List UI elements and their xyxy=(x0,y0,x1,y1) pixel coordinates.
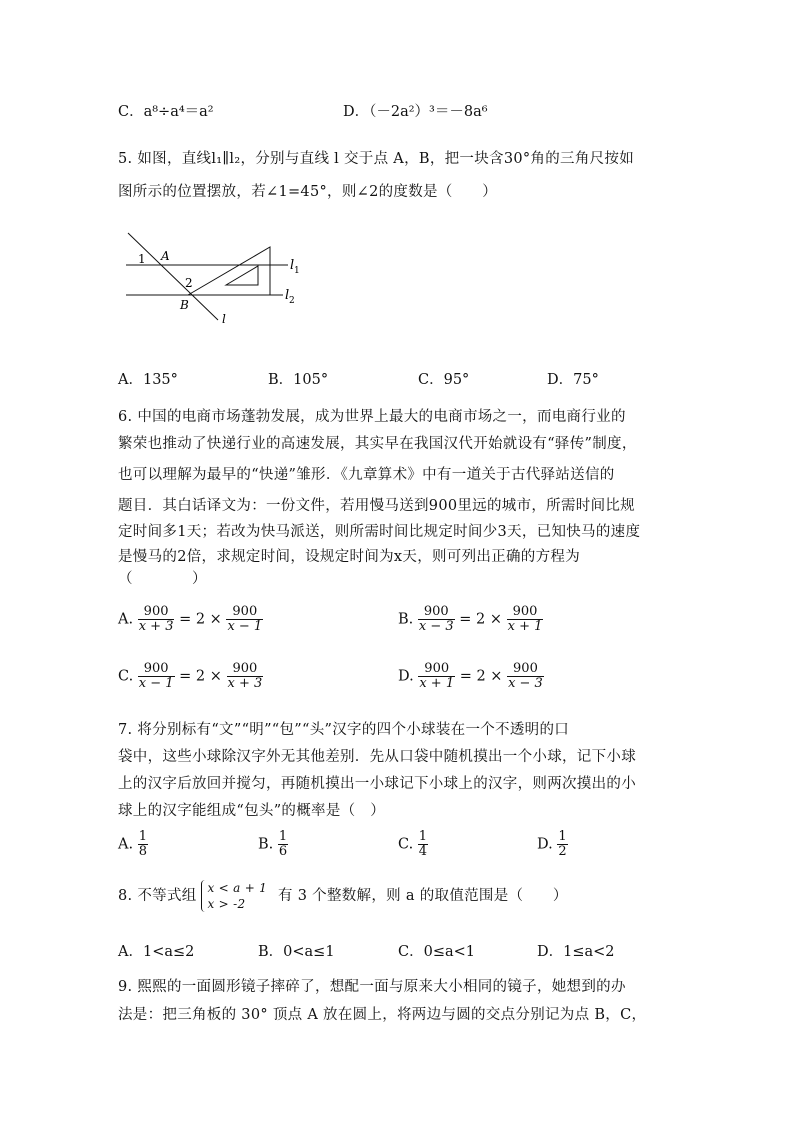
q6-option-b xyxy=(398,605,543,634)
label-l: l xyxy=(222,312,226,326)
label-B: B xyxy=(180,298,189,312)
label-A: A xyxy=(161,249,170,263)
equals-times: = 2 × xyxy=(179,611,222,628)
q7-stem-line4: 球上的汉字能组成“包头”的概率是（ ） xyxy=(118,803,386,819)
q8-option-c: C．0≤a<1 xyxy=(398,944,475,960)
option-label: A. xyxy=(118,611,134,628)
q5-stem-line1: 5. 如图，直线l₁∥l₂，分别与直线 l 交于点 A，B，把一块含30°角的三角尺按如 xyxy=(118,151,635,167)
q7-stem-line3: 上的汉字后放回并搅匀，再随机摸出一小球记下小球上的汉字，则两次摸出的小 xyxy=(118,776,636,792)
fraction-left: $\frac{900}{x - 1}$ xyxy=(138,661,174,691)
q6-stem-line1: 6. 中国的电商市场蓬勃发展，成为世界上最大的电商市场之一，而电商行业的 xyxy=(118,409,626,425)
label-l1-sub: 1 xyxy=(294,266,300,276)
label-l2: l xyxy=(285,288,290,303)
triangle-ruler-inner xyxy=(226,266,258,285)
q9-stem-line1: 9. 熙熙的一面圆形镜子摔碎了，想配一面与原来大小相同的镜子，她想到的办 xyxy=(118,979,626,995)
option-label: A. xyxy=(118,836,134,853)
q6-stem-line4: 题目．其白话译文为：一份文件，若用慢马送到900里远的城市，所需时间比规 xyxy=(118,498,635,514)
option-label: D. xyxy=(537,836,553,853)
q4-option-d: D．（－2a²）³＝－8a⁶ xyxy=(343,104,488,120)
fraction-right: $\frac{900}{x - 1}$ xyxy=(227,604,263,634)
q5-option-d: D．75° xyxy=(547,372,599,388)
label-l2-sub: 2 xyxy=(289,296,295,306)
q7-option-a xyxy=(118,830,148,859)
q8-suffix: 有 3 个整数解，则 a 的取值范围是（ ） xyxy=(278,888,568,904)
equals-times: = 2 × xyxy=(459,668,503,685)
fraction: $\frac{1}{6}$ xyxy=(278,829,288,859)
fraction-right: $\frac{900}{x + 3}$ xyxy=(227,661,263,691)
equals-times: = 2 × xyxy=(459,611,502,628)
fraction: $\frac{1}{8}$ xyxy=(138,829,147,859)
option-label: C. xyxy=(398,836,414,853)
q6-stem-line2: 繁荣也推动了快递行业的高速发展，其实早在我国汉代开始就设有“驿传”制度， xyxy=(118,436,637,452)
label-1: 1 xyxy=(138,252,146,266)
inequality-1: x < a + 1 xyxy=(207,881,268,895)
fraction-left: $\frac{900}{x + 1}$ xyxy=(419,661,455,691)
fraction-right: $\frac{900}{x + 1}$ xyxy=(507,604,543,634)
option-label: D. xyxy=(398,668,414,685)
option-label: C. xyxy=(118,668,134,685)
label-2: 2 xyxy=(185,276,193,290)
q8-option-d: D．1≤a<2 xyxy=(537,944,615,960)
fraction: $\frac{1}{2}$ xyxy=(558,829,567,859)
line-l xyxy=(128,233,218,320)
fraction-left: $\frac{900}{x - 3}$ xyxy=(418,604,454,634)
q5-option-b: B．105° xyxy=(268,372,329,388)
inequality-system xyxy=(201,880,267,912)
q4-option-c: C．a⁸÷a⁴＝a² xyxy=(118,104,214,120)
option-label: B. xyxy=(398,611,414,628)
q7-option-b xyxy=(258,830,288,859)
q8-prefix: 8. 不等式组 xyxy=(118,888,197,904)
q5-option-a: A．135° xyxy=(118,372,178,388)
fraction-right: $\frac{900}{x - 3}$ xyxy=(508,661,543,691)
q7-option-c xyxy=(398,830,428,859)
q6-stem-line7: （ ） xyxy=(118,571,207,587)
label-l1: l xyxy=(290,258,295,273)
q7-option-d xyxy=(537,830,568,859)
fraction: $\frac{1}{4}$ xyxy=(418,829,428,859)
q5-option-c: C．95° xyxy=(418,372,470,388)
q6-option-c xyxy=(118,662,263,691)
q8-option-b: B．0<a≤1 xyxy=(258,944,335,960)
option-label: B. xyxy=(258,836,274,853)
q6-stem-line3: 也可以理解为最早的“快递”雏形．《九章算术》中有一道关于古代驿站送信的 xyxy=(118,467,615,483)
q8-option-a: A．1<a≤2 xyxy=(118,944,195,960)
inequality-2: x > -2 xyxy=(207,897,246,911)
fraction-left: $\frac{900}{x + 3}$ xyxy=(138,604,174,634)
q7-stem-line1: 7. 将分别标有“文”“明”“包”“头”汉字的四个小球装在一个不透明的口 xyxy=(118,722,570,738)
q5-stem-line2: 图所示的位置摆放，若∠1=45°，则∠2的度数是（ ） xyxy=(118,184,497,200)
q7-stem-line2: 袋中，这些小球除汉字外无其他差别．先从口袋中随机摸出一个小球，记下小球 xyxy=(118,749,636,765)
q9-stem-line2: 法是：把三角板的 30° 顶点 A 放在圆上，将两边与圆的交点分别记为点 B，C， xyxy=(118,1007,647,1023)
q6-option-d xyxy=(398,662,544,691)
q6-stem-line6: 是慢马的2倍，求规定时间，设规定时间为x天，则可列出正确的方程为 xyxy=(118,549,580,565)
q5-figure xyxy=(118,225,318,335)
q6-option-a xyxy=(118,605,263,634)
q6-stem-line5: 定时间多1天；若改为快马派送，则所需时间比规定时间少3天，已知快马的速度 xyxy=(118,524,641,540)
equals-times: = 2 × xyxy=(179,668,222,685)
q8-stem xyxy=(118,880,568,912)
